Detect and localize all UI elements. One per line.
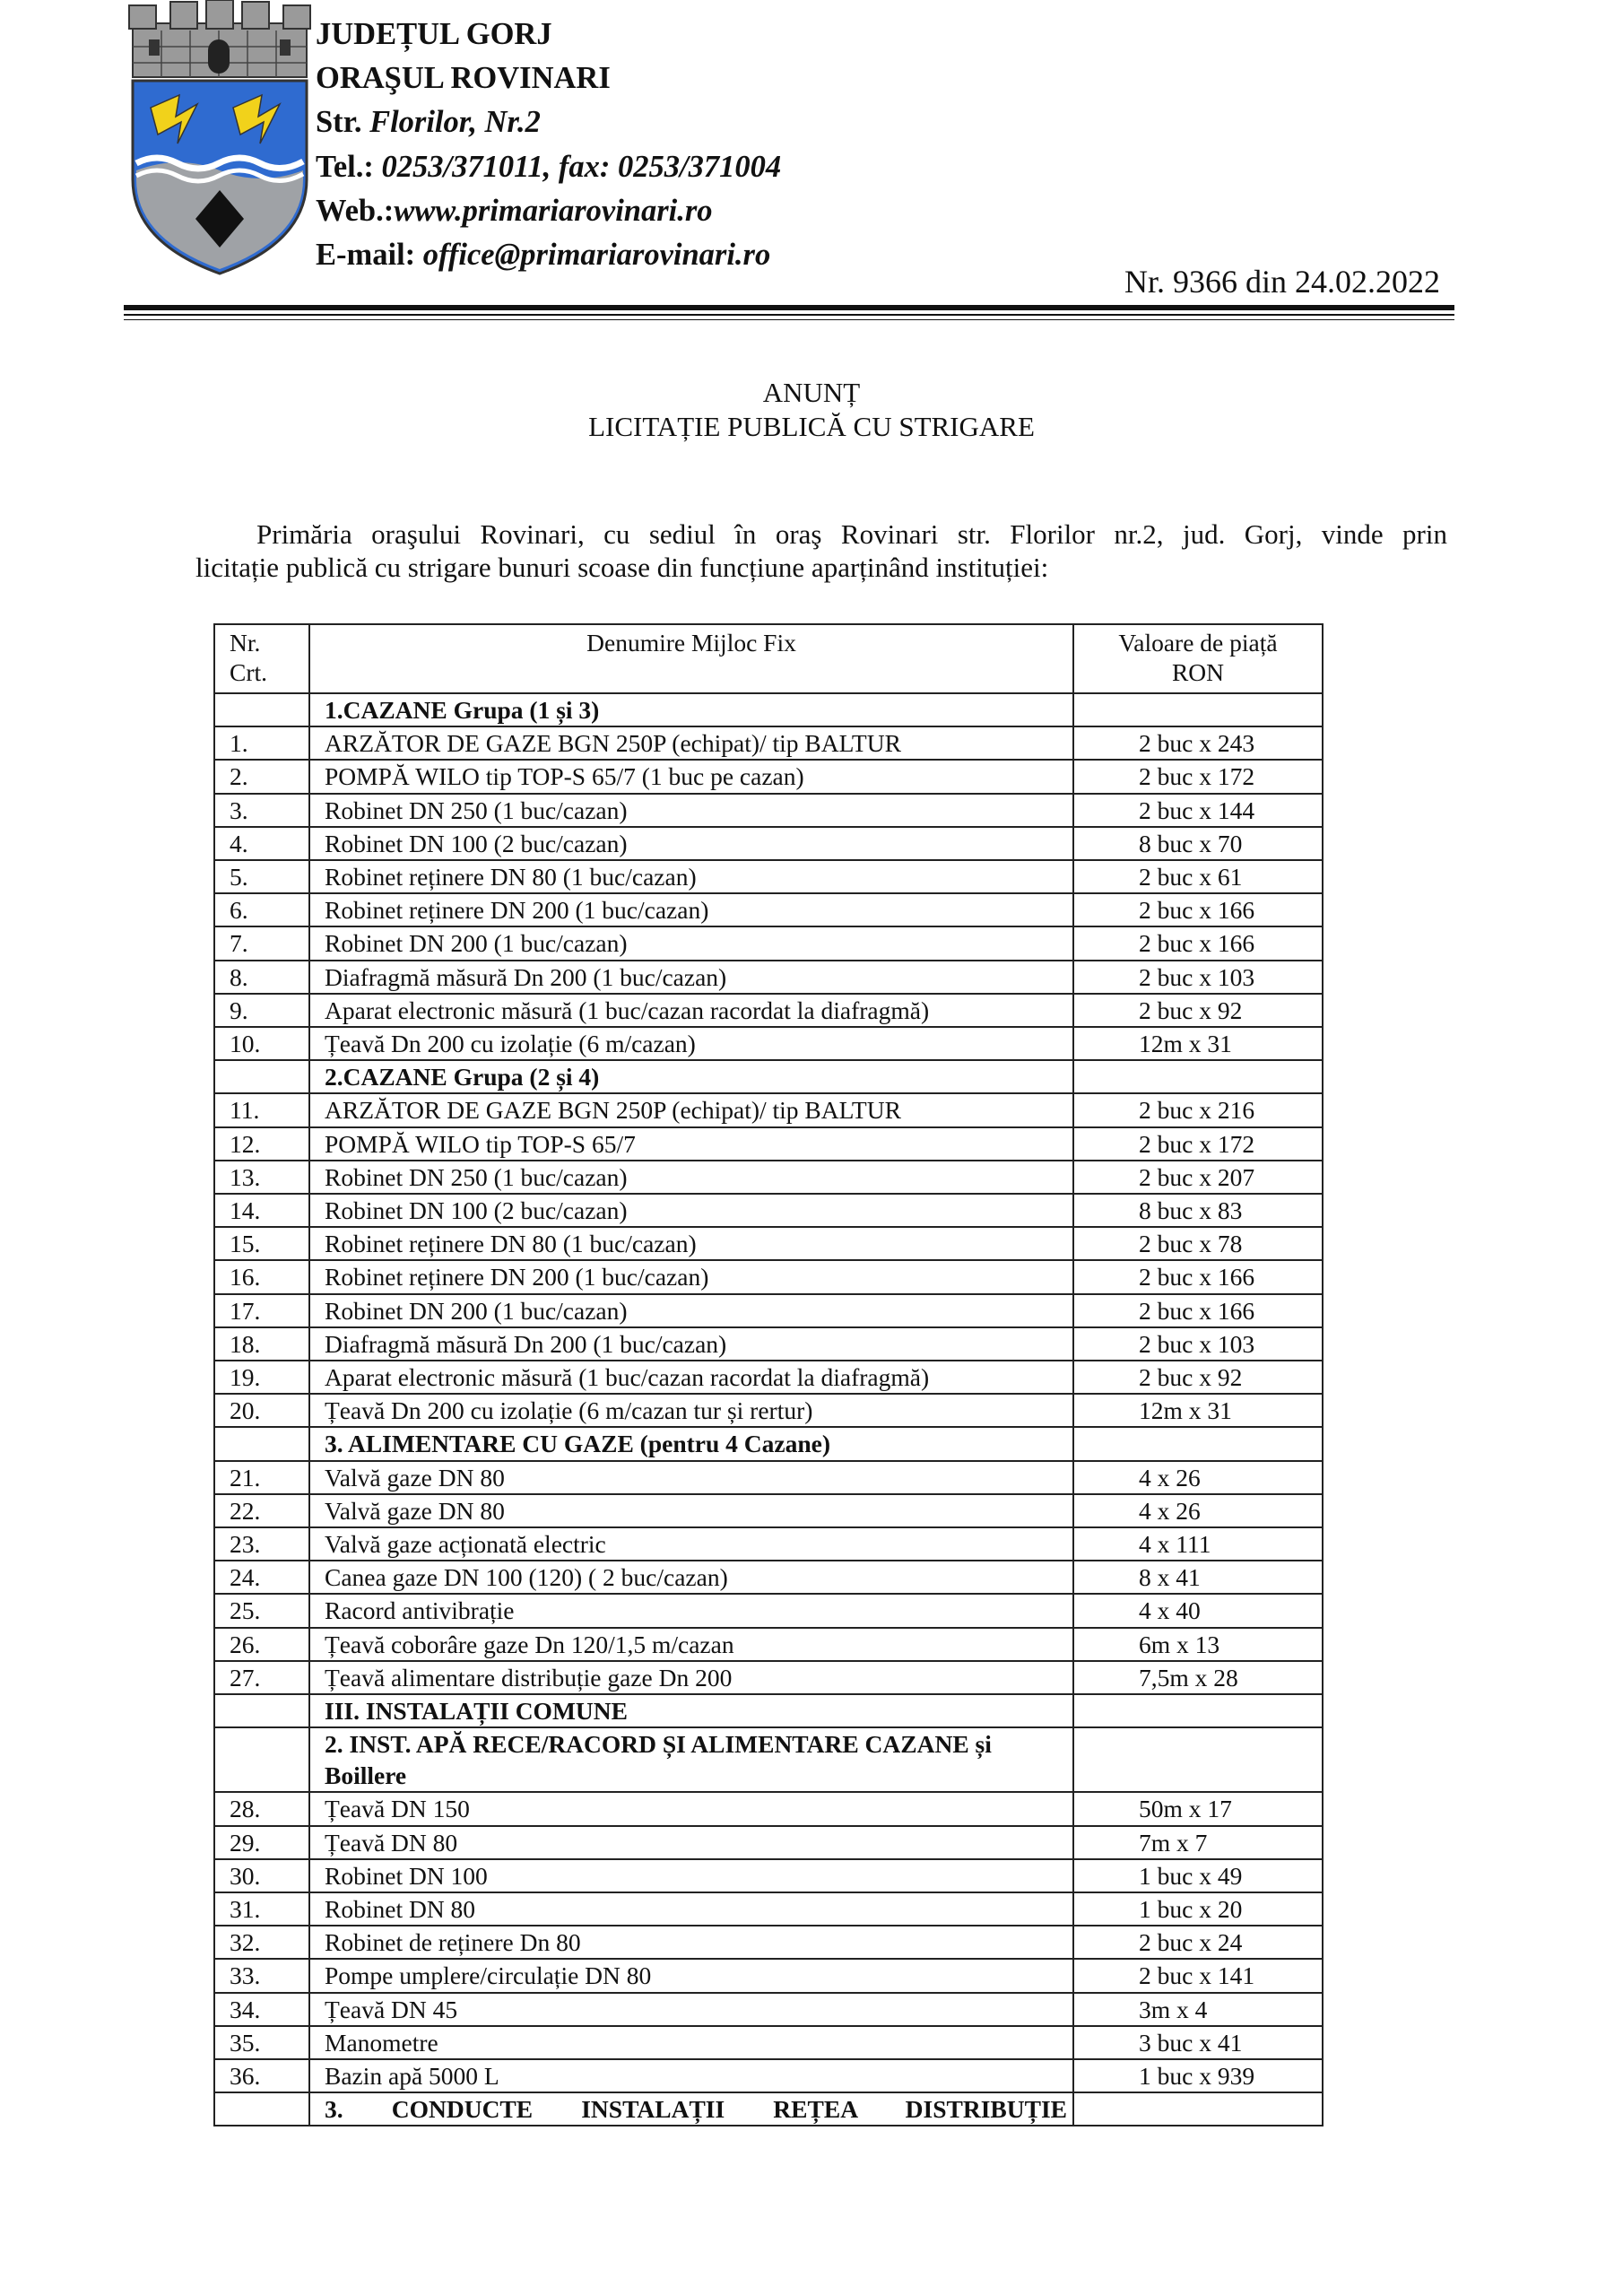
- table-row: [214, 1628, 1323, 1661]
- cell-value: 12m x 31: [1073, 1394, 1323, 1427]
- cell-name: Diafragmă măsură Dn 200 (1 buc/cazan): [309, 961, 1073, 994]
- cell-name: POMPĂ WILO tip TOP-S 65/7 (1 buc pe cazan): [309, 760, 1073, 793]
- cell-value: 7m x 7: [1073, 1826, 1323, 1859]
- table-row: [214, 1260, 1323, 1293]
- cell-value: [1073, 1060, 1323, 1093]
- cell-name: Țeavă alimentare distribuție gaze Dn 200: [309, 1661, 1073, 1694]
- cell-name: Robinet DN 200 (1 buc/cazan): [309, 1294, 1073, 1327]
- cell-name: Robinet de reținere Dn 80: [309, 1926, 1073, 1959]
- cell-value: 2 buc x 141: [1073, 1959, 1323, 1992]
- table-section-row: [214, 1727, 1323, 1792]
- cell-value: [1073, 1727, 1323, 1792]
- cell-nr: 16.: [214, 1260, 309, 1293]
- cell-nr: [214, 2092, 309, 2126]
- cell-value: 2 buc x 243: [1073, 726, 1323, 760]
- cell-value: 2 buc x 92: [1073, 1361, 1323, 1394]
- table-row: [214, 1461, 1323, 1494]
- header-phone: Tel.: 0253/371011, fax: 0253/371004: [316, 149, 782, 184]
- table-row: [214, 860, 1323, 893]
- cell-name: Țeavă DN 80: [309, 1826, 1073, 1859]
- cell-value: 12m x 31: [1073, 1027, 1323, 1060]
- table-row: [214, 1661, 1323, 1694]
- cell-nr: 11.: [214, 1093, 309, 1126]
- table-header-row: [214, 624, 1323, 693]
- table-row: [214, 1826, 1323, 1859]
- cell-nr: 10.: [214, 1027, 309, 1060]
- table-section-row: [214, 1694, 1323, 1727]
- table-row: [214, 1527, 1323, 1561]
- cell-value: 2 buc x 103: [1073, 1327, 1323, 1361]
- items-table: [213, 623, 1324, 2126]
- cell-name: Țeavă DN 45: [309, 1993, 1073, 2026]
- cell-name: 2.CAZANE Grupa (2 și 4): [309, 1060, 1073, 1093]
- cell-name: Robinet reținere DN 200 (1 buc/cazan): [309, 893, 1073, 926]
- cell-nr: 19.: [214, 1361, 309, 1394]
- cell-value: 8 buc x 83: [1073, 1194, 1323, 1227]
- cell-name: III. INSTALAȚII COMUNE: [309, 1694, 1073, 1727]
- cell-value: 2 buc x 78: [1073, 1227, 1323, 1260]
- table-row: [214, 2059, 1323, 2092]
- cell-nr: [214, 693, 309, 726]
- cell-nr: 15.: [214, 1227, 309, 1260]
- header-email: E-mail: office@primariarovinari.ro: [316, 238, 771, 273]
- column-header-name: Denumire Mijloc Fix: [309, 624, 1073, 693]
- cell-value: 2 buc x 166: [1073, 893, 1323, 926]
- institution-header: [316, 13, 781, 277]
- table-row: [214, 1127, 1323, 1161]
- table-row: [214, 961, 1323, 994]
- table-section-row: [214, 1060, 1323, 1093]
- cell-name: Robinet DN 80: [309, 1892, 1073, 1926]
- cell-value: [1073, 1427, 1323, 1460]
- cell-nr: 8.: [214, 961, 309, 994]
- announcement-title: ANUNȚ: [762, 377, 861, 408]
- cell-name: Valvă gaze DN 80: [309, 1494, 1073, 1527]
- table-row: [214, 1194, 1323, 1227]
- cell-name: 3. CONDUCTE INSTALAȚII REȚEA DISTRIBUȚIE: [309, 2092, 1073, 2126]
- cell-name: Bazin apă 5000 L: [309, 2059, 1073, 2092]
- cell-value: 3m x 4: [1073, 1993, 1323, 2026]
- cell-value: 2 buc x 216: [1073, 1093, 1323, 1126]
- cell-value: 2 buc x 166: [1073, 1294, 1323, 1327]
- cell-name: Robinet DN 200 (1 buc/cazan): [309, 926, 1073, 960]
- announcement-subtitle: LICITAȚIE PUBLICĂ CU STRIGARE: [588, 411, 1035, 442]
- cell-value: 2 buc x 24: [1073, 1926, 1323, 1959]
- cell-name: Racord antivibrație: [309, 1594, 1073, 1627]
- cell-nr: 34.: [214, 1993, 309, 2026]
- column-header-value: Valoare de piață RON: [1073, 624, 1323, 693]
- header-address: Str. Florilor, Nr.2: [316, 105, 541, 140]
- table-section-row: [214, 2092, 1323, 2126]
- table-row: [214, 1959, 1323, 1992]
- cell-nr: 20.: [214, 1394, 309, 1427]
- cell-value: 7,5m x 28: [1073, 1661, 1323, 1694]
- cell-value: 1 buc x 49: [1073, 1859, 1323, 1892]
- cell-name: Aparat electronic măsură (1 buc/cazan racordat la diafragmă): [309, 994, 1073, 1027]
- cell-name: Robinet DN 100 (2 buc/cazan): [309, 827, 1073, 860]
- cell-value: 3 buc x 41: [1073, 2026, 1323, 2059]
- cell-value: 2 buc x 92: [1073, 994, 1323, 1027]
- cell-name: Valvă gaze acționată electric: [309, 1527, 1073, 1561]
- cell-name: Țeavă DN 150: [309, 1792, 1073, 1825]
- table-row: [214, 1294, 1323, 1327]
- cell-name: ARZĂTOR DE GAZE BGN 250P (echipat)/ tip BALTUR: [309, 1093, 1073, 1126]
- cell-nr: [214, 1427, 309, 1460]
- cell-value: 4 x 26: [1073, 1494, 1323, 1527]
- cell-name: Manometre: [309, 2026, 1073, 2059]
- cell-name: Robinet DN 250 (1 buc/cazan): [309, 1161, 1073, 1194]
- table-row: [214, 2026, 1323, 2059]
- cell-nr: 12.: [214, 1127, 309, 1161]
- table-section-row: [214, 693, 1323, 726]
- cell-value: [1073, 2092, 1323, 2126]
- header-divider: [124, 305, 1454, 310]
- coat-of-arms-logo: [126, 0, 314, 278]
- table-row: [214, 893, 1323, 926]
- cell-name: Pompe umplere/circulație DN 80: [309, 1959, 1073, 1992]
- cell-nr: [214, 1694, 309, 1727]
- table-row: [214, 1093, 1323, 1126]
- cell-name: POMPĂ WILO tip TOP-S 65/7: [309, 1127, 1073, 1161]
- cell-name: 2. INST. APĂ RECE/RACORD ȘI ALIMENTARE CAZANE și Boillere: [309, 1727, 1073, 1792]
- cell-nr: 2.: [214, 760, 309, 793]
- table-row: [214, 926, 1323, 960]
- table-row: [214, 1494, 1323, 1527]
- cell-nr: 14.: [214, 1194, 309, 1227]
- table-row: [214, 794, 1323, 827]
- cell-nr: 5.: [214, 860, 309, 893]
- table-row: [214, 1926, 1323, 1959]
- table-section-row: [214, 1427, 1323, 1460]
- cell-value: 1 buc x 939: [1073, 2059, 1323, 2092]
- cell-nr: 6.: [214, 893, 309, 926]
- cell-name: 3. ALIMENTARE CU GAZE (pentru 4 Cazane): [309, 1427, 1073, 1460]
- cell-nr: 26.: [214, 1628, 309, 1661]
- table-row: [214, 1161, 1323, 1194]
- header-divider: [124, 314, 1454, 316]
- cell-nr: [214, 1727, 309, 1792]
- cell-value: 2 buc x 172: [1073, 760, 1323, 793]
- cell-nr: 22.: [214, 1494, 309, 1527]
- cell-nr: 36.: [214, 2059, 309, 2092]
- cell-value: 2 buc x 172: [1073, 1127, 1323, 1161]
- cell-value: 4 x 26: [1073, 1461, 1323, 1494]
- cell-value: 2 buc x 166: [1073, 1260, 1323, 1293]
- table-row: [214, 1993, 1323, 2026]
- table-row: [214, 1394, 1323, 1427]
- cell-name: ARZĂTOR DE GAZE BGN 250P (echipat)/ tip BALTUR: [309, 726, 1073, 760]
- cell-nr: 17.: [214, 1294, 309, 1327]
- header-line: ORAŞUL ROVINARI: [316, 61, 611, 96]
- cell-value: [1073, 693, 1323, 726]
- cell-name: Robinet DN 100 (2 buc/cazan): [309, 1194, 1073, 1227]
- table-row: [214, 1227, 1323, 1260]
- cell-name: Robinet reținere DN 80 (1 buc/cazan): [309, 860, 1073, 893]
- cell-nr: 28.: [214, 1792, 309, 1825]
- cell-value: 8 buc x 70: [1073, 827, 1323, 860]
- header-line: JUDEȚUL GORJ: [316, 17, 552, 51]
- cell-nr: 25.: [214, 1594, 309, 1627]
- cell-nr: 27.: [214, 1661, 309, 1694]
- cell-nr: 18.: [214, 1327, 309, 1361]
- cell-nr: 13.: [214, 1161, 309, 1194]
- cell-value: 4 x 111: [1073, 1527, 1323, 1561]
- cell-value: [1073, 1694, 1323, 1727]
- cell-value: 2 buc x 207: [1073, 1161, 1323, 1194]
- cell-value: 2 buc x 103: [1073, 961, 1323, 994]
- cell-name: Țeavă coborâre gaze Dn 120/1,5 m/cazan: [309, 1628, 1073, 1661]
- cell-value: 2 buc x 61: [1073, 860, 1323, 893]
- intro-paragraph-line: licitație publică cu strigare bunuri scoase din funcțiune aparținând instituției:: [195, 552, 1049, 583]
- cell-name: Țeavă Dn 200 cu izolație (6 m/cazan tur și rertur): [309, 1394, 1073, 1427]
- cell-name: Valvă gaze DN 80: [309, 1461, 1073, 1494]
- header-divider: [124, 319, 1454, 320]
- cell-value: 4 x 40: [1073, 1594, 1323, 1627]
- table-row: [214, 760, 1323, 793]
- cell-nr: 7.: [214, 926, 309, 960]
- document-number: Nr. 9366 din 24.02.2022: [1124, 264, 1441, 300]
- table-row: [214, 1594, 1323, 1627]
- cell-nr: 31.: [214, 1892, 309, 1926]
- table-row: [214, 827, 1323, 860]
- table-row: [214, 1792, 1323, 1825]
- cell-nr: 4.: [214, 827, 309, 860]
- cell-name: Canea gaze DN 100 (120) ( 2 buc/cazan): [309, 1561, 1073, 1594]
- table-row: [214, 1859, 1323, 1892]
- table-row: [214, 1892, 1323, 1926]
- cell-name: Țeavă Dn 200 cu izolație (6 m/cazan): [309, 1027, 1073, 1060]
- cell-value: 2 buc x 166: [1073, 926, 1323, 960]
- cell-name: 1.CAZANE Grupa (1 și 3): [309, 693, 1073, 726]
- cell-name: Robinet DN 250 (1 buc/cazan): [309, 794, 1073, 827]
- cell-nr: 23.: [214, 1527, 309, 1561]
- cell-name: Robinet reținere DN 200 (1 buc/cazan): [309, 1260, 1073, 1293]
- table-row: [214, 1361, 1323, 1394]
- cell-nr: 24.: [214, 1561, 309, 1594]
- cell-name: Aparat electronic măsură (1 buc/cazan racordat la diafragmă): [309, 1361, 1073, 1394]
- cell-value: 1 buc x 20: [1073, 1892, 1323, 1926]
- cell-nr: 21.: [214, 1461, 309, 1494]
- cell-nr: 35.: [214, 2026, 309, 2059]
- table-row: [214, 1561, 1323, 1594]
- cell-nr: 9.: [214, 994, 309, 1027]
- cell-nr: 32.: [214, 1926, 309, 1959]
- table-row: [214, 726, 1323, 760]
- cell-nr: 33.: [214, 1959, 309, 1992]
- table-row: [214, 1027, 1323, 1060]
- cell-nr: 29.: [214, 1826, 309, 1859]
- cell-value: 50m x 17: [1073, 1792, 1323, 1825]
- cell-value: 2 buc x 144: [1073, 794, 1323, 827]
- cell-nr: 1.: [214, 726, 309, 760]
- mural-crown-icon: [129, 0, 310, 77]
- cell-name: Diafragmă măsură Dn 200 (1 buc/cazan): [309, 1327, 1073, 1361]
- cell-nr: 30.: [214, 1859, 309, 1892]
- cell-name: Robinet reținere DN 80 (1 buc/cazan): [309, 1227, 1073, 1260]
- cell-nr: [214, 1060, 309, 1093]
- intro-paragraph-line: Primăria oraşului Rovinari, cu sediul în oraş Rovinari str. Florilor nr.2, jud. Gorj, vinde prin: [256, 518, 1447, 550]
- cell-nr: 3.: [214, 794, 309, 827]
- header-website: Web.:www.primariarovinari.ro: [316, 193, 713, 228]
- cell-name: Robinet DN 100: [309, 1859, 1073, 1892]
- column-header-nr: Nr. Crt.: [214, 624, 309, 693]
- table-row: [214, 994, 1323, 1027]
- table-row: [214, 1327, 1323, 1361]
- cell-value: 8 x 41: [1073, 1561, 1323, 1594]
- cell-value: 6m x 13: [1073, 1628, 1323, 1661]
